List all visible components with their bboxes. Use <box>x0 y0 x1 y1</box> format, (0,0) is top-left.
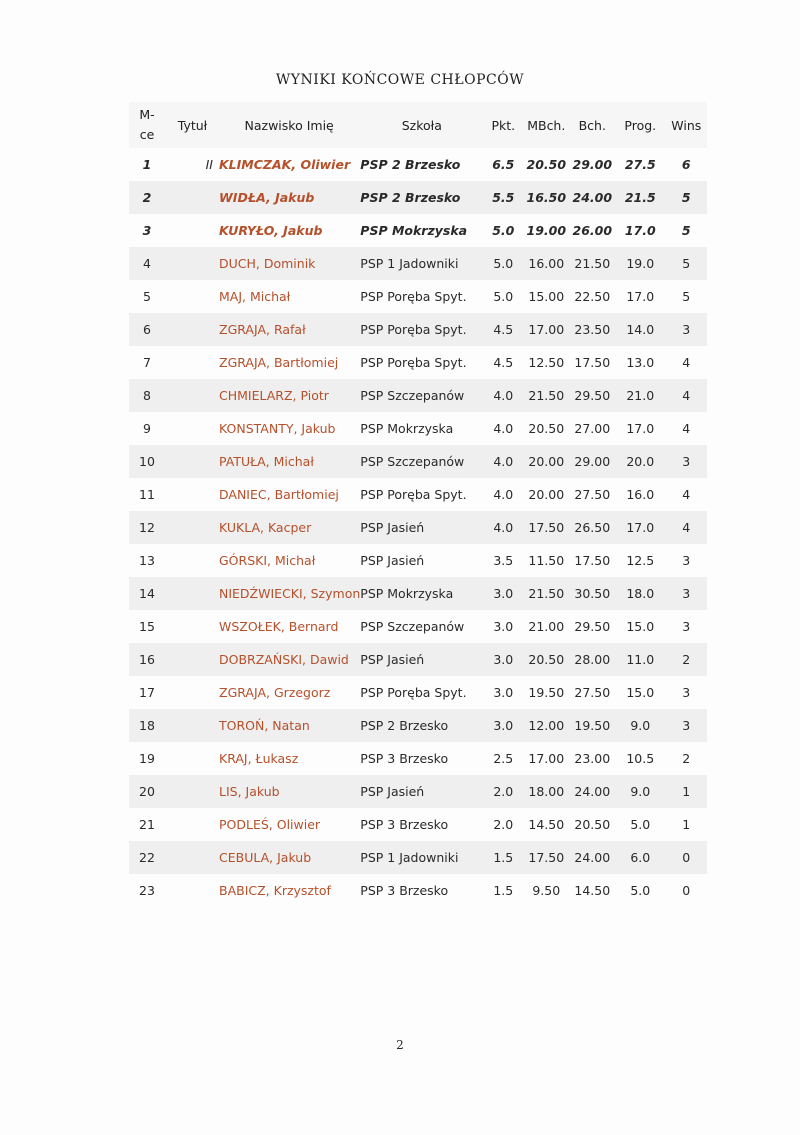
wins-cell: 2 <box>682 751 691 766</box>
wins-cell: 5 <box>682 289 691 304</box>
points-cell: 1.5 <box>493 883 514 898</box>
wins-cell: 0 <box>665 841 707 874</box>
wins-cell: 3 <box>682 619 691 634</box>
school-cell: PSP Poręba Spyt. <box>360 487 467 502</box>
rank-cell: 22 <box>129 841 165 874</box>
table-row <box>129 874 707 907</box>
results-table <box>129 102 707 907</box>
rank-cell: 5 <box>143 289 151 304</box>
table-row <box>129 346 707 379</box>
mbch-cell: 17.00 <box>523 313 569 346</box>
points-cell: 5.0 <box>483 247 523 280</box>
school-cell: PSP Jasień <box>360 775 483 808</box>
prog-cell: 13.0 <box>626 355 655 370</box>
points-cell: 5.5 <box>483 181 523 214</box>
table-row <box>129 841 707 874</box>
prog-cell: 5.0 <box>630 883 651 898</box>
points-cell: 4.0 <box>493 421 514 436</box>
school-cell: PSP Jasień <box>360 553 425 568</box>
prog-cell: 14.0 <box>615 313 665 346</box>
bch-cell: 23.50 <box>569 313 615 346</box>
title-cell <box>165 511 219 544</box>
points-cell: 2.0 <box>483 775 523 808</box>
title-cell <box>165 643 219 676</box>
rank-cell: 20 <box>129 775 165 808</box>
mbch-cell: 16.00 <box>523 247 569 280</box>
prog-cell: 6.0 <box>615 841 665 874</box>
points-cell: 4.0 <box>483 511 523 544</box>
rank-cell: 16 <box>129 643 165 676</box>
school-cell: PSP 1 Jadowniki <box>360 247 483 280</box>
school-cell: PSP Szczepanów <box>360 379 483 412</box>
player-name: KRAJ, Łukasz <box>219 751 299 766</box>
table-row <box>129 544 707 577</box>
mbch-cell: 19.00 <box>526 223 567 238</box>
table-row <box>129 313 707 346</box>
player-name: PODLEŚ, Oliwier <box>219 817 321 832</box>
table-row <box>129 247 707 280</box>
bch-cell: 29.50 <box>574 619 611 634</box>
col-mbch-header: MBch. <box>523 102 569 148</box>
mbch-cell: 12.00 <box>523 709 569 742</box>
player-name: MAJ, Michał <box>219 289 291 304</box>
mbch-cell: 21.00 <box>528 619 565 634</box>
title-cell <box>165 841 219 874</box>
player-name: CHMIELARZ, Piotr <box>219 379 360 412</box>
prog-cell: 15.0 <box>626 619 655 634</box>
prog-cell: 18.0 <box>615 577 665 610</box>
school-cell: PSP Szczepanów <box>360 445 483 478</box>
prog-cell: 16.0 <box>626 487 655 502</box>
bch-cell: 23.00 <box>574 751 611 766</box>
mbch-cell: 17.00 <box>528 751 565 766</box>
school-cell: PSP Jasień <box>360 643 483 676</box>
school-cell: PSP 2 Brzesko <box>360 181 483 214</box>
player-name: NIEDŹWIECKI, Szymon <box>219 577 360 610</box>
prog-cell: 17.0 <box>615 511 665 544</box>
title-cell <box>165 478 219 511</box>
bch-cell: 22.50 <box>574 289 611 304</box>
school-cell: PSP 2 Brzesko <box>360 157 461 172</box>
title-cell <box>165 742 219 775</box>
title-cell <box>165 181 219 214</box>
title-cell <box>165 313 219 346</box>
wins-cell: 4 <box>665 511 707 544</box>
player-name: ZGRAJA, Bartłomiej <box>219 355 339 370</box>
table-row <box>129 280 707 313</box>
wins-cell: 3 <box>665 313 707 346</box>
school-cell: PSP Poręba Spyt. <box>360 685 467 700</box>
school-cell: PSP Poręba Spyt. <box>360 313 483 346</box>
player-name: KUKLA, Kacper <box>219 511 360 544</box>
prog-cell: 17.0 <box>624 223 656 238</box>
table-row <box>129 379 707 412</box>
points-cell: 4.0 <box>483 379 523 412</box>
bch-cell: 26.50 <box>569 511 615 544</box>
bch-cell: 30.50 <box>569 577 615 610</box>
wins-cell: 3 <box>665 445 707 478</box>
player-name: TOROŃ, Natan <box>219 709 360 742</box>
wins-cell: 4 <box>682 355 691 370</box>
rank-cell: 13 <box>139 553 155 568</box>
points-cell: 4.5 <box>493 355 514 370</box>
mbch-cell: 9.50 <box>532 883 561 898</box>
points-cell: 5.0 <box>492 223 515 238</box>
wins-cell: 1 <box>682 817 691 832</box>
rank-cell: 19 <box>139 751 155 766</box>
prog-cell: 5.0 <box>630 817 651 832</box>
col-school-header: Szkoła <box>360 102 483 148</box>
player-name: KURYŁO, Jakub <box>219 223 323 238</box>
table-row <box>129 808 707 841</box>
player-name: LIS, Jakub <box>219 775 360 808</box>
mbch-cell: 21.50 <box>523 577 569 610</box>
page-number: 2 <box>396 1038 404 1052</box>
wins-cell: 3 <box>665 709 707 742</box>
rank-cell: 2 <box>129 181 165 214</box>
player-name: DUCH, Dominik <box>219 247 360 280</box>
player-name: ZGRAJA, Grzegorz <box>219 685 331 700</box>
player-name: BABICZ, Krzysztof <box>219 883 331 898</box>
points-cell: 3.0 <box>483 577 523 610</box>
mbch-cell: 19.50 <box>528 685 565 700</box>
bch-cell: 17.50 <box>574 553 611 568</box>
mbch-cell: 20.00 <box>528 487 565 502</box>
school-cell: PSP Poręba Spyt. <box>360 289 467 304</box>
prog-cell: 9.0 <box>615 775 665 808</box>
points-cell: 3.5 <box>493 553 514 568</box>
rank-cell: 1 <box>142 157 152 172</box>
title-cell <box>165 214 219 247</box>
title-cell: II <box>205 157 213 172</box>
table-row <box>129 445 707 478</box>
points-cell: 5.0 <box>493 289 514 304</box>
bch-cell: 26.00 <box>572 223 613 238</box>
wins-cell: 4 <box>682 421 691 436</box>
page-title: WYNIKI KOŃCOWE CHŁOPCÓW <box>275 72 525 88</box>
prog-cell: 12.5 <box>626 553 655 568</box>
title-cell <box>165 544 219 577</box>
player-name: WSZOŁEK, Bernard <box>219 619 339 634</box>
player-name: KLIMCZAK, Oliwier <box>219 157 351 172</box>
mbch-cell: 20.50 <box>528 421 565 436</box>
school-cell: PSP Szczepanów <box>360 619 465 634</box>
wins-cell: 0 <box>682 883 691 898</box>
table-row <box>129 577 707 610</box>
col-points-header: Pkt. <box>483 102 523 148</box>
rank-cell: 11 <box>139 487 155 502</box>
points-cell: 3.0 <box>483 709 523 742</box>
bch-cell: 29.00 <box>569 445 615 478</box>
mbch-cell: 15.00 <box>528 289 565 304</box>
table-row <box>129 742 707 775</box>
school-cell: PSP 3 Brzesko <box>360 817 449 832</box>
title-cell <box>165 280 219 313</box>
mbch-cell: 20.50 <box>526 157 567 172</box>
table-row <box>129 676 707 709</box>
rank-cell: 12 <box>129 511 165 544</box>
table-row <box>129 643 707 676</box>
rank-cell: 14 <box>129 577 165 610</box>
bch-cell: 27.50 <box>574 487 611 502</box>
col-wins-header: Wins <box>665 102 707 148</box>
table-row <box>129 775 707 808</box>
mbch-cell: 20.50 <box>523 643 569 676</box>
bch-cell: 24.00 <box>569 841 615 874</box>
player-name: PATUŁA, Michał <box>219 445 360 478</box>
bch-cell: 19.50 <box>569 709 615 742</box>
col-bch-header: Bch. <box>569 102 615 148</box>
rank-cell: 23 <box>139 883 155 898</box>
points-cell: 4.5 <box>483 313 523 346</box>
wins-cell: 6 <box>681 157 691 172</box>
rank-cell: 6 <box>129 313 165 346</box>
bch-cell: 17.50 <box>574 355 611 370</box>
points-cell: 3.0 <box>493 619 514 634</box>
prog-cell: 21.0 <box>615 379 665 412</box>
points-cell: 2.5 <box>493 751 514 766</box>
bch-cell: 27.00 <box>574 421 611 436</box>
title-cell <box>165 412 219 445</box>
player-name: KONSTANTY, Jakub <box>219 421 336 436</box>
wins-cell: 1 <box>665 775 707 808</box>
table-row <box>129 214 707 247</box>
player-name: DANIEC, Bartłomiej <box>219 487 339 502</box>
school-cell: PSP 3 Brzesko <box>360 883 449 898</box>
mbch-cell: 16.50 <box>523 181 569 214</box>
col-name-header: Nazwisko Imię <box>219 102 360 148</box>
prog-cell: 20.0 <box>615 445 665 478</box>
table-header-row <box>129 102 707 148</box>
table-row <box>129 412 707 445</box>
wins-cell: 3 <box>665 577 707 610</box>
table-row <box>129 709 707 742</box>
points-cell: 3.0 <box>483 643 523 676</box>
bch-cell: 21.50 <box>569 247 615 280</box>
player-name: DOBRZAŃSKI, Dawid <box>219 643 360 676</box>
wins-cell: 2 <box>665 643 707 676</box>
col-rank-header: M-ce <box>129 102 165 148</box>
wins-cell: 3 <box>682 553 691 568</box>
table-row <box>129 181 707 214</box>
bch-cell: 28.00 <box>569 643 615 676</box>
mbch-cell: 18.00 <box>523 775 569 808</box>
prog-cell: 17.0 <box>626 421 655 436</box>
bch-cell: 29.00 <box>572 157 613 172</box>
school-cell: PSP 3 Brzesko <box>360 751 449 766</box>
col-prog-header: Prog. <box>615 102 665 148</box>
rank-cell: 17 <box>139 685 155 700</box>
school-cell: PSP Mokrzyska <box>360 223 468 238</box>
wins-cell: 4 <box>665 379 707 412</box>
mbch-cell: 14.50 <box>528 817 565 832</box>
title-cell <box>165 709 219 742</box>
table-row <box>129 148 707 181</box>
rank-cell: 15 <box>139 619 155 634</box>
title-cell <box>165 610 219 643</box>
wins-cell: 5 <box>665 181 707 214</box>
bch-cell: 29.50 <box>569 379 615 412</box>
title-cell <box>165 808 219 841</box>
school-cell: PSP Mokrzyska <box>360 421 454 436</box>
points-cell: 6.5 <box>492 157 515 172</box>
rank-cell: 21 <box>139 817 155 832</box>
rank-cell: 9 <box>143 421 151 436</box>
rank-cell: 18 <box>129 709 165 742</box>
prog-cell: 21.5 <box>615 181 665 214</box>
table-row <box>129 478 707 511</box>
school-cell: PSP 1 Jadowniki <box>360 841 483 874</box>
player-name: ZGRAJA, Rafał <box>219 313 360 346</box>
mbch-cell: 11.50 <box>528 553 565 568</box>
title-cell <box>165 445 219 478</box>
wins-cell: 3 <box>682 685 691 700</box>
prog-cell: 10.5 <box>626 751 655 766</box>
bch-cell: 27.50 <box>574 685 611 700</box>
prog-cell: 15.0 <box>626 685 655 700</box>
prog-cell: 9.0 <box>615 709 665 742</box>
mbch-cell: 20.00 <box>523 445 569 478</box>
school-cell: PSP Mokrzyska <box>360 577 483 610</box>
rank-cell: 10 <box>129 445 165 478</box>
prog-cell: 11.0 <box>615 643 665 676</box>
prog-cell: 27.5 <box>624 157 656 172</box>
title-cell <box>165 676 219 709</box>
mbch-cell: 17.50 <box>523 511 569 544</box>
school-cell: PSP Poręba Spyt. <box>360 355 467 370</box>
prog-cell: 19.0 <box>615 247 665 280</box>
title-cell <box>165 247 219 280</box>
title-cell <box>165 379 219 412</box>
title-cell <box>165 874 219 907</box>
wins-cell: 4 <box>682 487 691 502</box>
player-name: WIDŁA, Jakub <box>219 181 360 214</box>
wins-cell: 5 <box>665 247 707 280</box>
title-cell <box>165 346 219 379</box>
wins-cell: 5 <box>681 223 691 238</box>
prog-cell: 17.0 <box>626 289 655 304</box>
player-name: CEBULA, Jakub <box>219 841 360 874</box>
rank-cell: 8 <box>129 379 165 412</box>
mbch-cell: 12.50 <box>528 355 565 370</box>
table-row <box>129 511 707 544</box>
points-cell: 3.0 <box>493 685 514 700</box>
school-cell: PSP Jasień <box>360 511 483 544</box>
mbch-cell: 21.50 <box>523 379 569 412</box>
player-name: GÓRSKI, Michał <box>219 553 316 568</box>
rank-cell: 3 <box>142 223 152 238</box>
points-cell: 1.5 <box>483 841 523 874</box>
title-cell <box>165 775 219 808</box>
rank-cell: 7 <box>143 355 151 370</box>
school-cell: PSP 2 Brzesko <box>360 709 483 742</box>
bch-cell: 20.50 <box>574 817 611 832</box>
bch-cell: 14.50 <box>574 883 611 898</box>
table-row <box>129 610 707 643</box>
title-cell <box>165 577 219 610</box>
points-cell: 2.0 <box>493 817 514 832</box>
bch-cell: 24.00 <box>569 775 615 808</box>
bch-cell: 24.00 <box>569 181 615 214</box>
col-title-header: Tytuł <box>165 102 219 148</box>
points-cell: 4.0 <box>493 487 514 502</box>
mbch-cell: 17.50 <box>523 841 569 874</box>
rank-cell: 4 <box>129 247 165 280</box>
points-cell: 4.0 <box>483 445 523 478</box>
